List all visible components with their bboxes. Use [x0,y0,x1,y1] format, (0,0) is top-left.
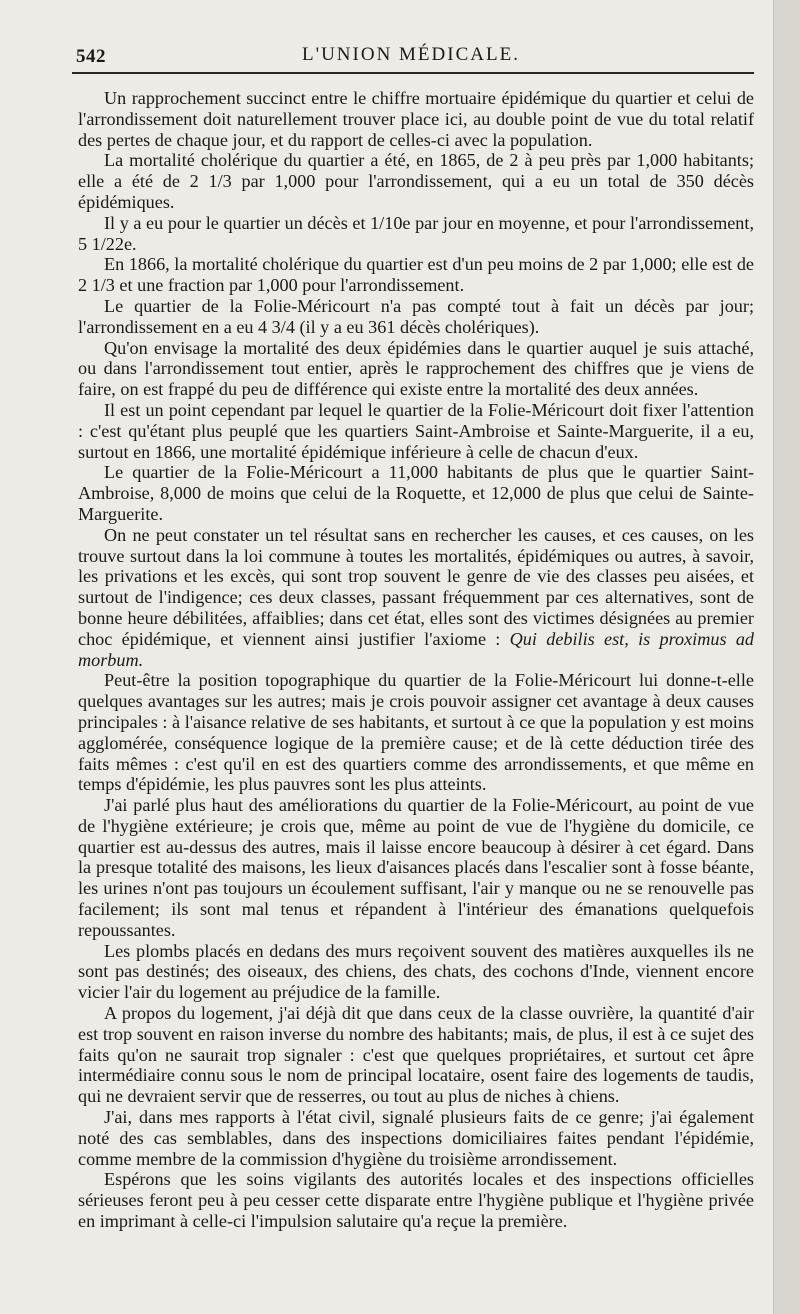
page-header [70,40,752,70]
paragraph-with-axiom [78,525,754,671]
paragraph: Espérons que les soins vigilants des autorités locales et des inspections officielles sérieuses feront peu à peu cesser cette disparate entre l'hygiène publique et l'hygiène privée en imprimant à celle-ci l'impulsion salutaire qu'a reçue la première. [78,1169,754,1232]
paragraph: Il y a eu pour le quartier un décès et 1/10e par jour en moyenne, et pour l'arrondissement, 5 1/22e. [78,212,754,254]
article-body [78,88,754,1232]
paragraph: Le quartier de la Folie-Méricourt a 11,000 habitants de plus que le quartier Saint-Ambroise, 8,000 de moins que celui de la Roquette, et 12,000 de plus que celui de Sainte-Marguerite. [78,462,754,524]
latin-axiom: Qui debilis est, is proximus ad morbum. [78,628,755,670]
paragraph: J'ai, dans mes rapports à l'état civil, signalé plusieurs faits de ce genre; j'ai également noté des cas semblables, dans des inspections domiciliaires faites pendant l'épidémie, comme membre de la commission d'hygiène du troisième arrondissement. [78,1107,754,1169]
paragraph: Il est un point cependant par lequel le quartier de la Folie-Méricourt doit fixer l'attention : c'est qu'étant plus peuplé que les quartiers Saint-Ambroise et Sainte-Marguerite, il a eu, surtout en 1866, une mortalité épidémique inférieure à celle de chacun d'eux. [78,399,754,462]
paragraph-text: On ne peut constater un tel résultat sans en rechercher les causes, et ces causes, on les trouve surtout dans la loi commune à toutes les mortalités, épidémiques ou autres, à savoir, les privations et les excès, qui sont trop souvent le genre de vie des classes peu aisées, et surtout de l'indigence; ces deux classes, passant fréquemment par ces alternatives, sont de bonne heure débilitées, affaiblies; dans cet état, elles sont des victimes désignées au premier choc épidémique, et viennent ainsi justifier l'axiome : [78,524,754,649]
paragraph: J'ai parlé plus haut des améliorations du quartier de la Folie-Méricourt, au point de vue de l'hygiène extérieure; je crois que, même au point de vue de l'hygiène du domicile, ce quartier est au-dessus des autres, mais il laisse encore beaucoup à désirer à cet égard. Dans la presque totalité des maisons, les lieux d'aisances placés dans l'escalier sont à fosse béante, les urines n'ont pas toujours un écoulement suffisant, l'air y manque ou ne se renouvelle pas facilement; ils sont mal tenus et répandent à l'intérieur des émanations quelquefois repoussantes. [78,795,754,940]
paragraph: Peut-être la position topographique du quartier de la Folie-Méricourt lui donne-t-elle quelques avantages sur les autres; mais je crois pouvoir assigner cet avantage à deux causes principales : à l'aisance relative de ses habitants, et surtout à ce que la population y est moins agglomérée, conséquence logique de la première cause; et de là cette déduction tirée des faits mêmes : c'est qu'il en est des quartiers comme des arrondissements, et que même en temps d'épidémie, les plus pauvres sont les plus atteints. [78,670,754,795]
paragraph: A propos du logement, j'ai déjà dit que dans ceux de la classe ouvrière, la quantité d'air est trop souvent en raison inverse du nombre des habitants; mais, de plus, il est à ce sujet des faits qu'on ne saurait trop signaler : c'est que quelques propriétaires, et surtout cet âpre intermédiaire connu sous le nom de principal locataire, osent faire des logements de taudis, qui ne devraient servir que de resserres, ou tout au plus de niches à chiens. [78,1003,754,1107]
paragraph: Le quartier de la Folie-Méricourt n'a pas compté tout à fait un décès par jour; l'arrondissement en a eu 4 3/4 (il y a eu 361 décès cholériques). [78,295,754,337]
paragraph: En 1866, la mortalité cholérique du quartier est d'un peu moins de 2 par 1,000; elle est de 2 1/3 et une fraction par 1,000 pour l'arrondissement. [78,254,754,296]
header-rule [72,72,754,74]
paragraph: La mortalité cholérique du quartier a été, en 1865, de 2 à peu près par 1,000 habitants; elle a été de 2 1/3 par 1,000 pour l'arrondissement, qui a eu un total de 350 décès épidémiques. [78,150,754,212]
page-number: 542 [76,46,106,67]
adjacent-page-edge [773,0,800,1314]
paragraph: Un rapprochement succinct entre le chiffre mortuaire épidémique du quartier et celui de l'arrondissement doit naturellement trouver place ici, au double point de vue du total relatif des pertes de chaque jour, et du rapport de celles-ci avec la population. [78,88,754,150]
running-title: L'UNION MÉDICALE. [302,44,520,65]
paragraph: Qu'on envisage la mortalité des deux épidémies dans le quartier auquel je suis attaché, ou dans l'arrondissement tout entier, après le rapprochement des chiffres que je viens de faire, on est frappé du peu de différence qui existe entre la mortalité des deux années. [78,337,754,400]
paragraph: Les plombs placés en dedans des murs reçoivent souvent des matières auxquelles ils ne sont pas destinés; des oiseaux, des chiens, des chats, des cochons d'Inde, viennent encore vicier l'air du logement au préjudice de la famille. [78,940,754,1003]
